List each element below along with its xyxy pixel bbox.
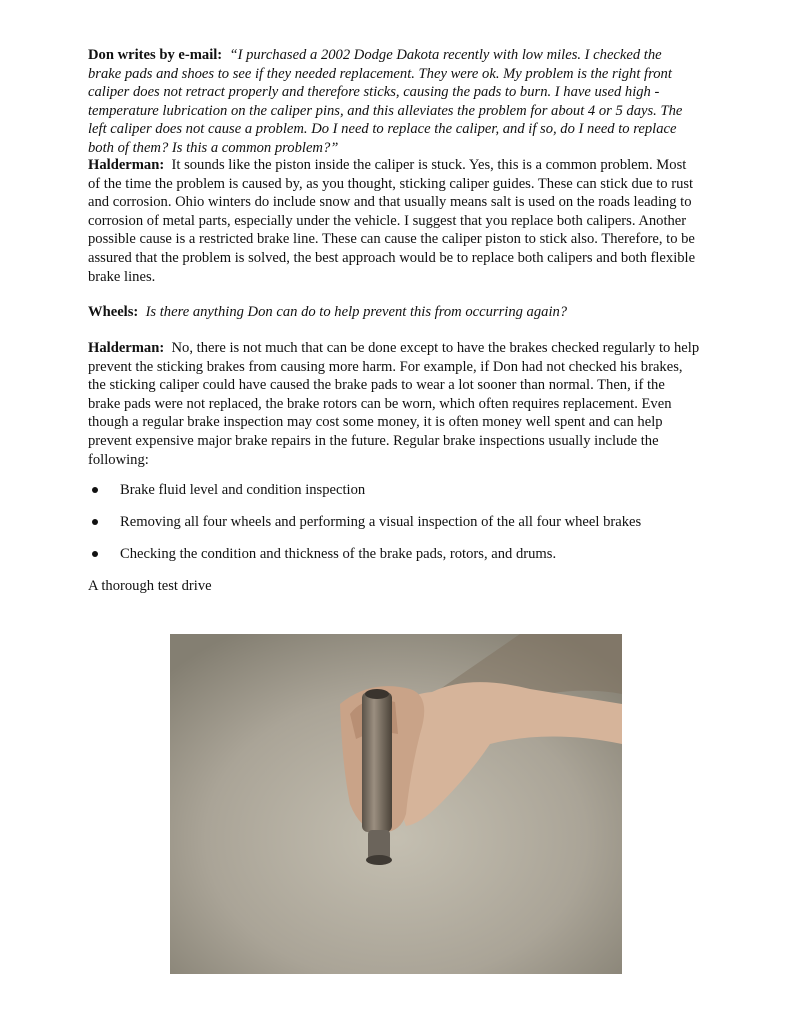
speaker-label: Wheels: [88,304,139,320]
question-don: Don writes by e-mail: “I purchased a 2002 Dodge Dakota recently with low miles. I checked the brake pads and shoes to see if they needed replacement. They were ok. My problem is the right front caliper does not retract properly and therefore sticks, causing the pads to burn. I have used high - temperature lubrication on the caliper pins, and this alleviates the problem for about 4 or 5 days. The left caliper does not cause a problem. Do I need to replace the caliper, and if so, do I need to replace both of them? Is this a common problem?” [88,47,683,156]
photo-hand-holding-caliper-pin [170,634,622,974]
speaker-label: Halderman: [88,340,165,356]
bullet-icon [92,487,98,493]
trailing-text: A thorough test drive [88,578,212,594]
answer-halderman-1: Halderman: It sounds like the piston inside the caliper is stuck. Yes, this is a common problem. Most of the time the problem is caused by, as you thought, sticking caliper guides. These can stick due to rust and corrosion. Ohio winters do include snow and that usually means salt is used on the roads leading to corrosion of metal parts, especially under the vehicle. I suggest that you replace both calipers. Another possible cause is a restricted brake line. These can cause the caliper piston to stick also. Therefore, to be assured that the problem is solved, the best approach would be to replace both calipers and both flexible brake lines. [88,157,696,285]
speaker-label: Don writes by e-mail: [88,47,223,63]
bullet-item: Removing all four wheels and performing a visual inspection of the all four wheel brakes [92,513,641,532]
bullet-icon [92,551,98,557]
bullet-icon [92,519,98,525]
answer-halderman-2: Halderman: No, there is not much that can be done except to have the brakes checked regularly to help prevent the sticking brakes from causing more harm. For example, if Don had not checked his brakes, the sticking caliper could have caused the brake pads to wear a lot sooner than normal. Then, if the brake pads were not replaced, the brake rotors can be worn, which often requires replacement. Even though a regular brake inspection may cost some money, it is often money well spent and can help prevent expensive major brake repairs in the future. Regular brake inspections usually include the following: [88,340,700,468]
photo-illustration [170,634,622,974]
bullet-item: Brake fluid level and condition inspection [92,481,365,500]
question-wheels: Wheels: Is there anything Don can do to help prevent this from occurring again? [88,304,568,320]
speaker-label: Halderman: [88,157,165,173]
bullet-item: Checking the condition and thickness of the brake pads, rotors, and drums. [92,545,556,564]
